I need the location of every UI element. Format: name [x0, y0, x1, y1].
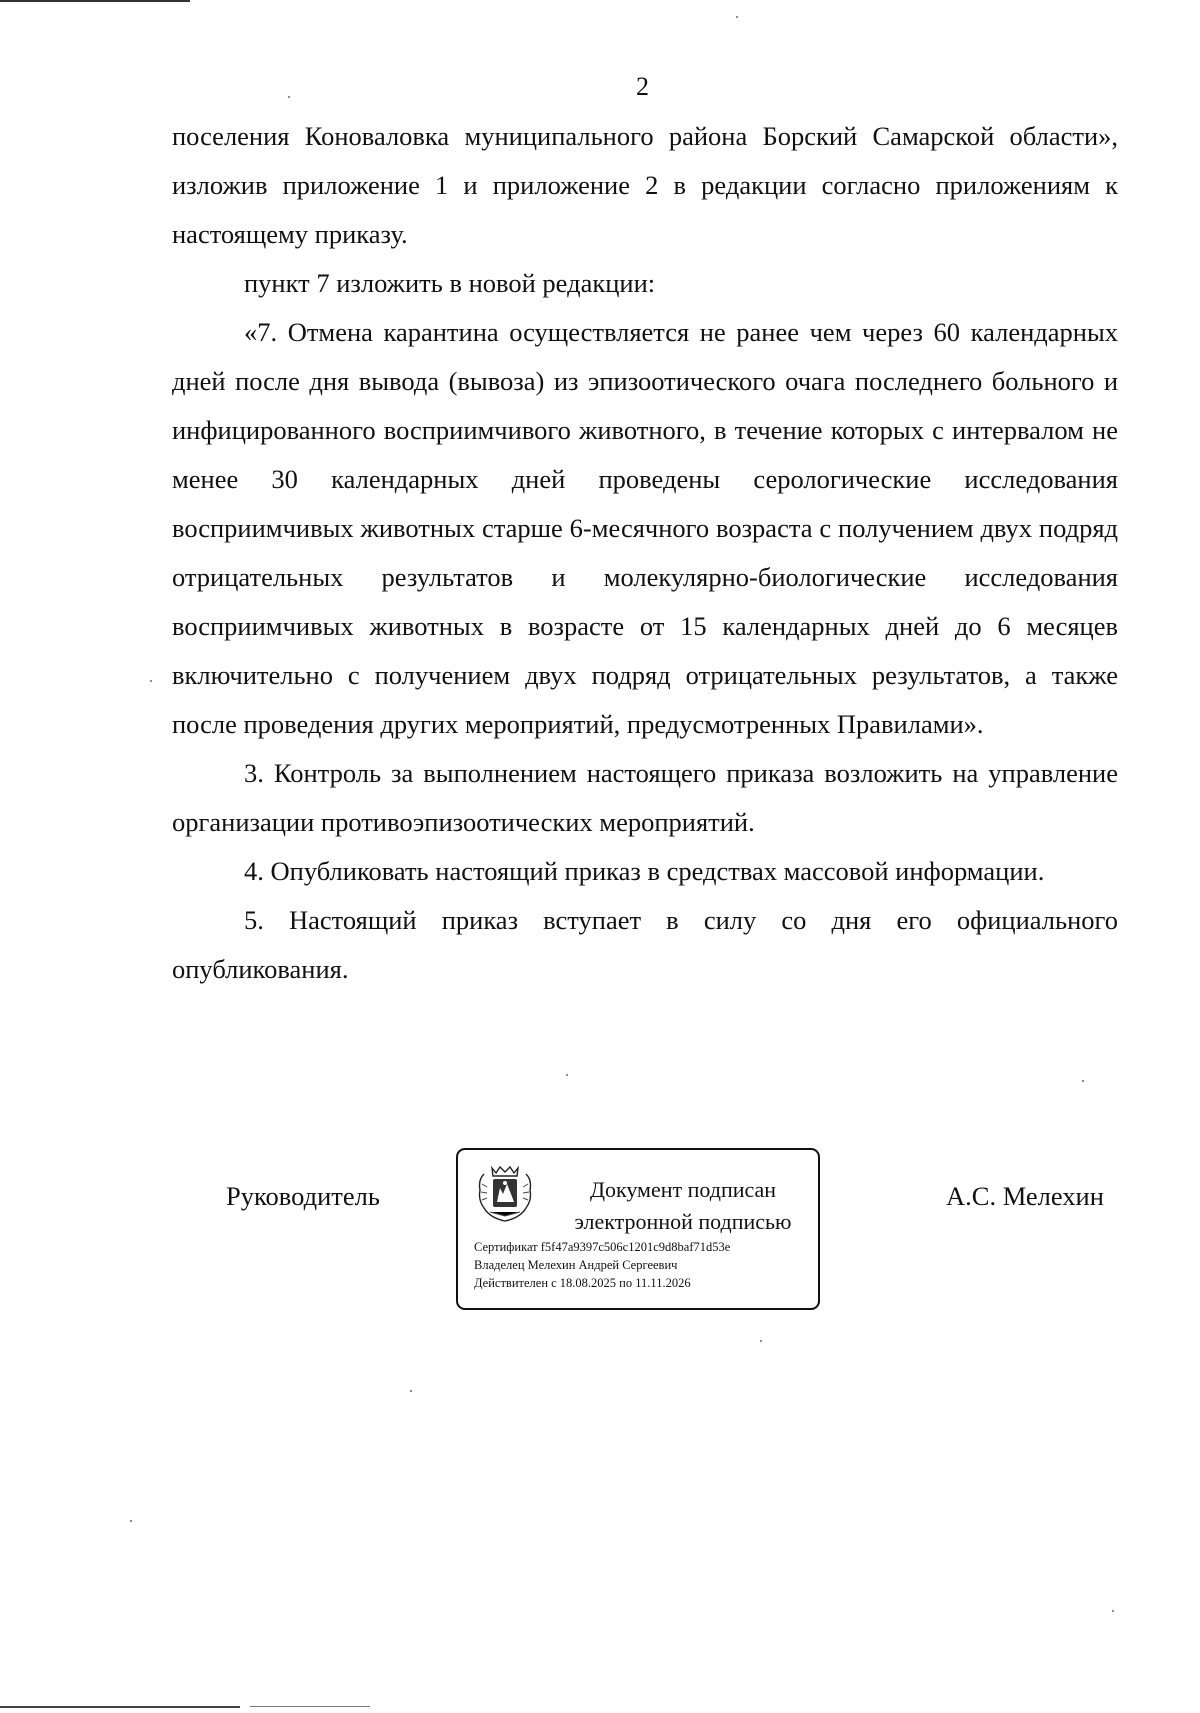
scan-speck [410, 1390, 412, 1392]
scan-speck [288, 96, 290, 98]
paragraph-item-5: 5. Настоящий приказ вступает в силу со дня его официального опубликования. [172, 905, 1118, 984]
paragraph-item-3: 3. Контроль за выполнением настоящего приказа возложить на управление организации противоэпизоотических мероприятий. [172, 758, 1118, 837]
scan-speck [760, 1340, 762, 1342]
scan-edge-top [0, 0, 190, 2]
scan-speck [1112, 1610, 1114, 1612]
scan-speck [150, 680, 152, 682]
stamp-title-line1: Документ подписан [589, 1177, 777, 1202]
scan-speck [736, 16, 738, 18]
document-body [172, 112, 1118, 994]
stamp-certificate: Сертификат f5f47a9397c506c1201c9d8baf71d53e [474, 1240, 731, 1254]
stamp-title-line2: электронной подписью [574, 1209, 792, 1234]
scan-edge-bottom [0, 1706, 240, 1708]
coat-of-arms-icon [476, 1164, 534, 1224]
signer-role: Руководитель [226, 1181, 380, 1211]
paragraph-continuation: поселения Коноваловка муниципального района Борский Самарской области», изложив приложение 1 и приложение 2 в редакции согласно приложениям к настоящему приказу. [172, 121, 1118, 249]
paragraph-point-7-text: «7. Отмена карантина осуществляется не ранее чем через 60 календарных дней после дня вывода (вывоза) из эпизоотического очага последнего больного и инфицированного восприимчивого животного, в течение которых с интервалом не менее 30 календарных дней проведены серологические исследования восприимчивых животных старше 6-месячного возраста с получением двух подряд отрицательных результатов и молекулярно-биологические исследования восприимчивых животных в возрасте от 15 календарных дней до 6 месяцев включительно с получением двух подряд отрицательных результатов, а также после проведения других мероприятий, предусмотренных Правилами». [172, 317, 1118, 739]
scan-speck [566, 1074, 568, 1076]
paragraph-item-4: 4. Опубликовать настоящий приказ в средствах массовой информации. [244, 856, 1045, 886]
scan-speck [1082, 1080, 1084, 1082]
stamp-title [558, 1174, 808, 1238]
stamp-validity: Действителен с 18.08.2025 по 11.11.2026 [474, 1276, 691, 1290]
signature-block [0, 1148, 1200, 1318]
paragraph-point-7-intro: пункт 7 изложить в новой редакции: [244, 268, 656, 298]
stamp-owner: Владелец Мелехин Андрей Сергеевич [474, 1258, 678, 1272]
signer-name: А.С. Мелехин [946, 1181, 1104, 1211]
electronic-signature-stamp [456, 1148, 820, 1310]
stamp-details [474, 1238, 730, 1292]
scan-speck [130, 1520, 132, 1522]
page-number: 2 [636, 72, 649, 101]
scan-edge-bottom-secondary [250, 1706, 370, 1707]
